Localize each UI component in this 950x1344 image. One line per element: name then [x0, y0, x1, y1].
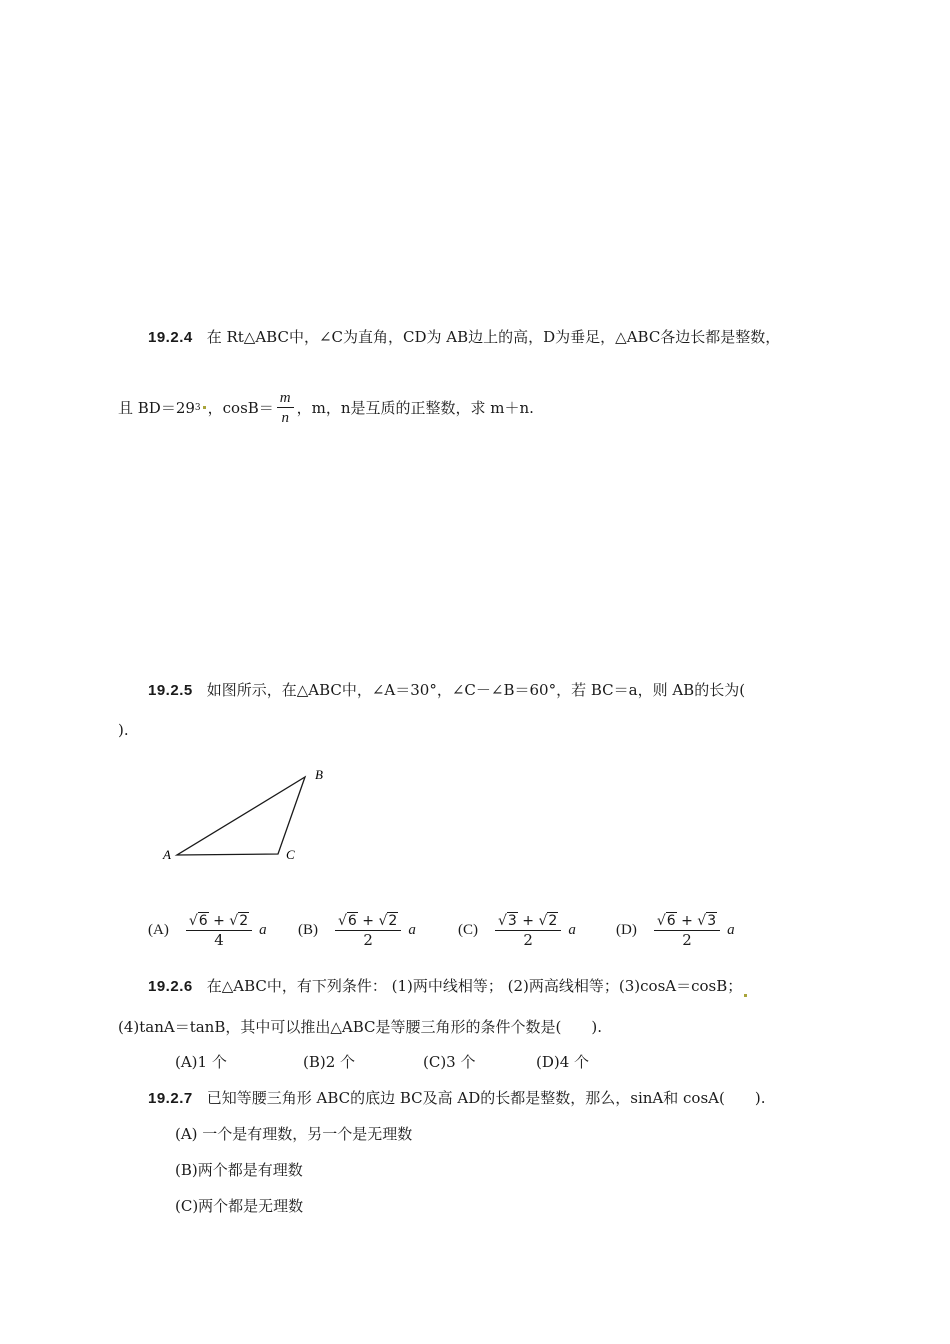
option-c[interactable]: (C)3 个 — [423, 1053, 476, 1071]
question-number: 19.2.6 — [148, 978, 193, 995]
question-19-2-4-line2 — [118, 388, 534, 427]
question-19-2-7-line1 — [148, 1088, 765, 1109]
option-fraction: $\frac{√3 + √2}{2}$ — [495, 912, 561, 949]
triangle-abc — [177, 777, 305, 855]
question-19-2-4-line1 — [148, 327, 780, 348]
option-c[interactable]: (C)两个都是无理数 — [175, 1197, 304, 1215]
question-text: 在 Rt△ABC中，∠C为直角，CD为 AB边上的高，D为垂足，△ABC各边长都是整数， — [206, 328, 781, 346]
question-19-2-5-line1 — [148, 680, 745, 701]
question-number: 19.2.4 — [148, 329, 193, 346]
option-fraction: $\frac{√6 + √3}{2}$ — [654, 912, 720, 949]
option-fraction: $\frac{√6 + √2}{2}$ — [335, 912, 401, 949]
question-text: 在△ABC中，有下列条件： (1)两中线相等； (2)两高线相等；(3)cosA＝cosB； — [206, 977, 743, 995]
question-19-2-6-line1 — [148, 976, 749, 997]
question-text: 已知等腰三角形 ABC的底边 BC及高 AD的长都是整数，那么，sinA和 cosA( ). — [206, 1089, 766, 1107]
option-b[interactable]: (B) $\frac{√6 + √2}{2}$ a — [298, 913, 416, 949]
question-19-2-6-line2 — [118, 1017, 602, 1037]
vertex-label-b: B — [315, 767, 323, 782]
stray-dot — [203, 406, 206, 409]
vertex-label-c: C — [286, 847, 295, 862]
option-b[interactable]: (B)两个都是有理数 — [175, 1161, 303, 1179]
option-fraction: $\frac{√6 + √2}{4}$ — [186, 912, 252, 949]
option-d[interactable]: (D)4 个 — [536, 1053, 590, 1071]
option-a[interactable]: (A) $\frac{√6 + √2}{4}$ a — [148, 913, 267, 949]
option-b[interactable]: (B)2 个 — [303, 1053, 356, 1071]
option-a[interactable]: (A)1 个 — [175, 1053, 227, 1071]
exponent: 3 — [194, 402, 201, 413]
question-number: 19.2.7 — [148, 1090, 193, 1107]
fraction-m-over-n: $\frac{m}{n}$ — [277, 388, 294, 427]
option-c[interactable]: (C) $\frac{√3 + √2}{2}$ a — [458, 913, 576, 949]
question-text: 如图所示，在△ABC中，∠A＝30°，∠C－∠B＝60°，若 BC＝a，则 AB的长为( — [206, 681, 746, 699]
vertex-label-a: A — [163, 847, 171, 862]
stray-dot — [744, 994, 747, 997]
question-text: ). — [118, 721, 129, 739]
question-text: ，cosB＝ — [207, 398, 274, 417]
question-text: ，m，n是互质的正整数，求 m＋n. — [296, 398, 534, 417]
question-text: (4)tanA＝tanB，其中可以推出△ABC是等腰三角形的条件个数是( ). — [118, 1018, 602, 1036]
question-text: 且 BD＝29 — [118, 398, 195, 417]
option-a[interactable]: (A) 一个是有理数，另一个是无理数 — [175, 1125, 413, 1143]
triangle-figure — [155, 765, 375, 875]
option-d[interactable]: (D) $\frac{√6 + √3}{2}$ a — [616, 913, 735, 949]
question-number: 19.2.5 — [148, 682, 193, 699]
question-19-2-5-line2 — [118, 720, 129, 740]
